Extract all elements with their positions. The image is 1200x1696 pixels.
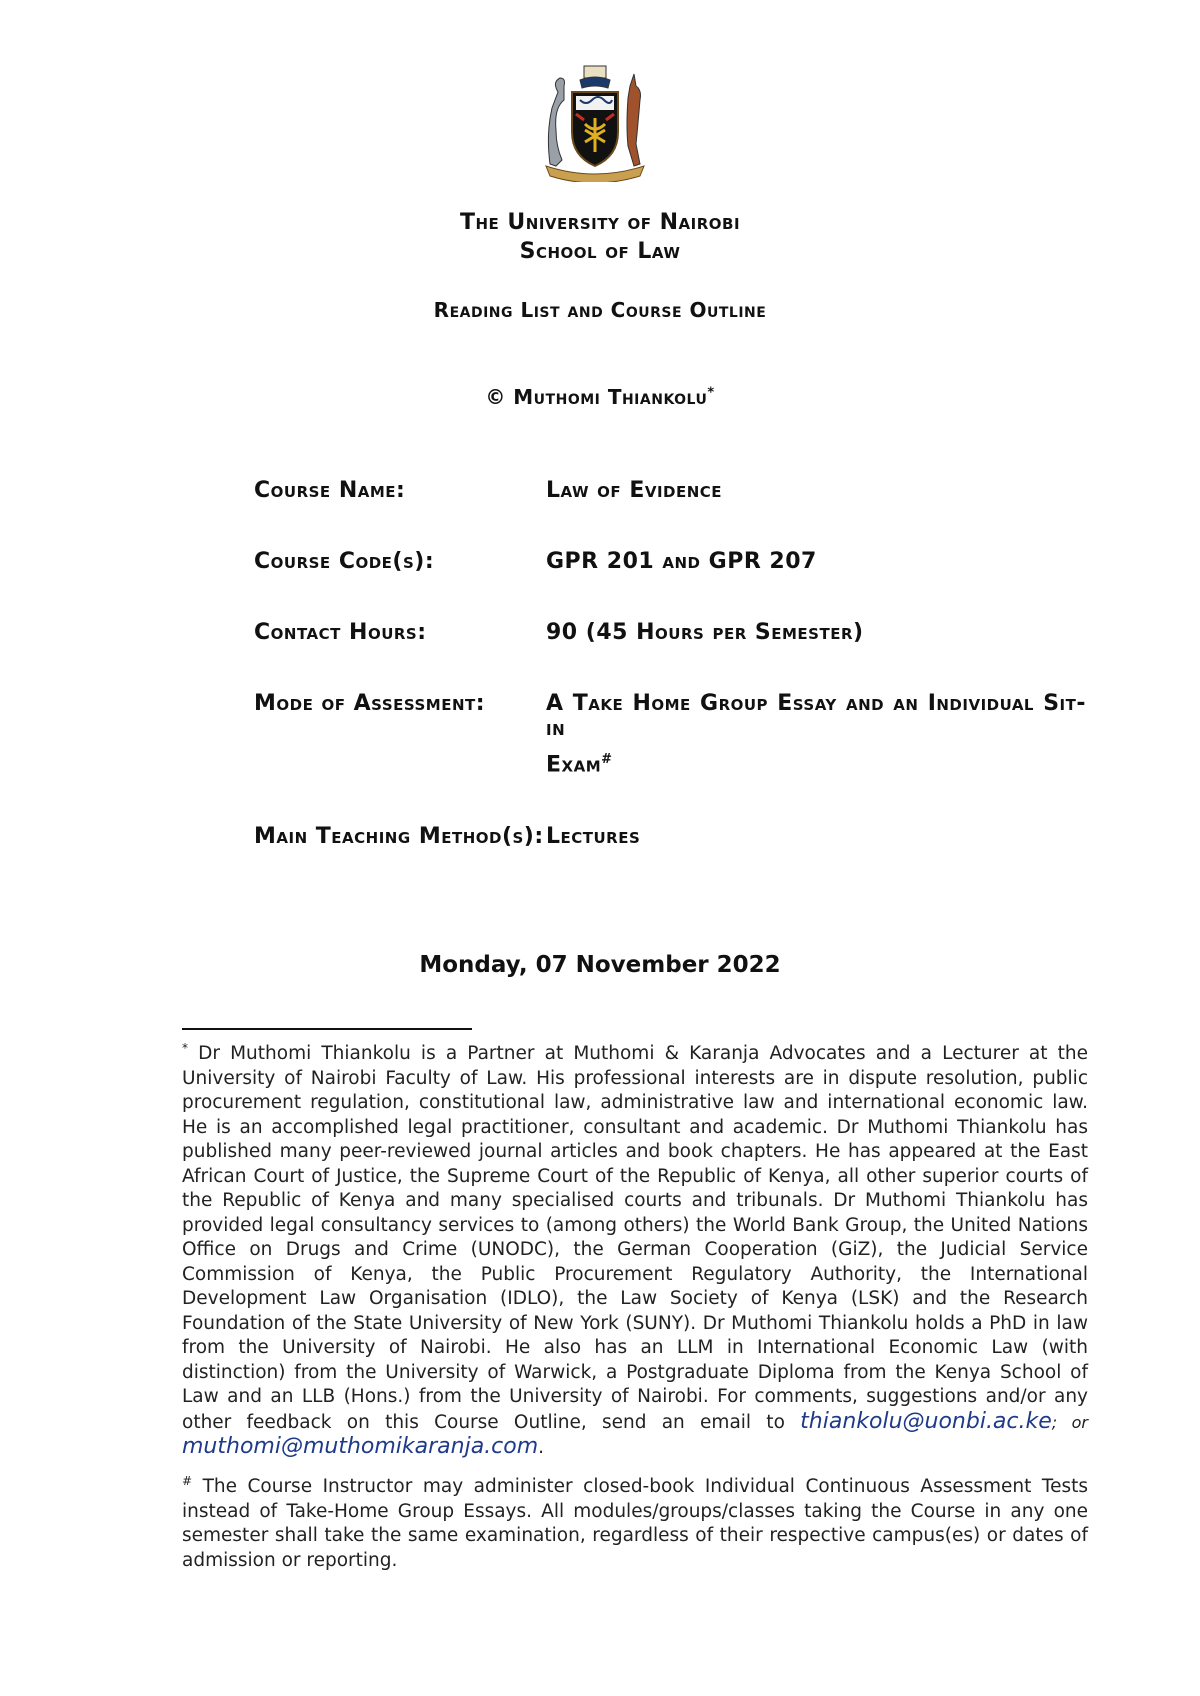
author-line — [0, 385, 1200, 409]
footnote-author-mark: * — [182, 1040, 188, 1055]
course-name-value: Law of Evidence — [546, 478, 723, 503]
assessment-label: Mode of Assessment: — [254, 691, 486, 716]
assessment-exam: Exam — [546, 752, 602, 778]
footnote-assessment — [182, 1475, 1088, 1573]
author-footnote-mark: * — [707, 385, 715, 401]
teaching-method-value: Lectures — [546, 824, 641, 849]
email-separator: ; or — [1051, 1412, 1088, 1432]
course-code-label: Course Code(s): — [254, 549, 435, 574]
document-date: Monday, 07 November 2022 — [419, 952, 781, 978]
contact-hours-value: 90 (45 Hours per Semester) — [546, 620, 864, 645]
author-name: © Muthomi Thiankolu — [485, 385, 708, 409]
email-link-uonbi[interactable]: thiankolu@uonbi.ac.ke — [800, 1408, 1052, 1434]
school-name: School of Law — [519, 239, 681, 264]
contact-hours-label: Contact Hours: — [254, 620, 427, 645]
course-code-value: GPR 201 and GPR 207 — [546, 549, 817, 574]
footnote-assessment-mark: # — [182, 1473, 193, 1488]
footnote-separator — [182, 1028, 472, 1030]
university-name: The University of Nairobi — [459, 210, 741, 235]
assessment-footnote-mark: # — [601, 752, 613, 767]
footnote-author-end: . — [538, 1437, 545, 1458]
document-type: Reading List and Course Outline — [433, 298, 767, 322]
university-of-nairobi-coat-of-arms-icon — [540, 62, 650, 182]
teaching-method-label: Main Teaching Method(s): — [254, 824, 544, 849]
course-name-label: Course Name: — [254, 478, 406, 503]
footnote-author-text: Dr Muthomi Thiankolu is a Partner at Muthomi & Karanja Advocates and a Lecturer at the University of Nairobi Faculty of Law. His professional interests are in dispute resolution, public procurement regulation, constitutional law, administrative law and international economic law. He is an accomplished legal practitioner, consultant and academic. Dr Muthomi Thiankolu has published many peer-reviewed journal articles and book chapters. He has appeared at the East African Court of Justice, the Supreme Court of the Republic of Kenya, all other superior courts of the Republic of Kenya and many specialised courts and tribunals. Dr Muthomi Thiankolu has provided legal consultancy services to (among others) the World Bank Group, the United Nations Office on Drugs and Crime (UNODC), the German Cooperation (GiZ), the Judicial Service Commission of Kenya, the Public Procurement Regulatory Authority, the International Development Law Organisation (IDLO), the Law Society of Kenya (LSK) and the Research Foundation of the State University of New York (SUNY). Dr Muthomi Thiankolu holds a PhD in law from the University of Nairobi. He also has an LLM in International Economic Law (with distinction) from the University of Warwick, a Postgraduate Diploma from the Kenya School of Law and an LLB (Hons.) from the University of Nairobi. For comments, suggestions and/or any other feedback on this Course Outline, send an email to — [182, 1043, 1088, 1433]
university-heading — [0, 208, 1200, 266]
footnote-author — [182, 1042, 1088, 1461]
footnote-assessment-text: The Course Instructor may administer closed-book Individual Continuous Assessment Tests instead of Take-Home Group Essays. All modules/groups/classes taking the Course in any one semester shall take the same examination, regardless of their respective campus(es) or dates of admission or reporting. — [182, 1476, 1088, 1571]
assessment-value-line2 — [546, 752, 613, 777]
email-link-firm[interactable]: muthomi@muthomikaranja.com — [182, 1434, 539, 1459]
assessment-value-line1: A Take Home Group Essay and an Individual Sit-in — [546, 691, 1086, 741]
